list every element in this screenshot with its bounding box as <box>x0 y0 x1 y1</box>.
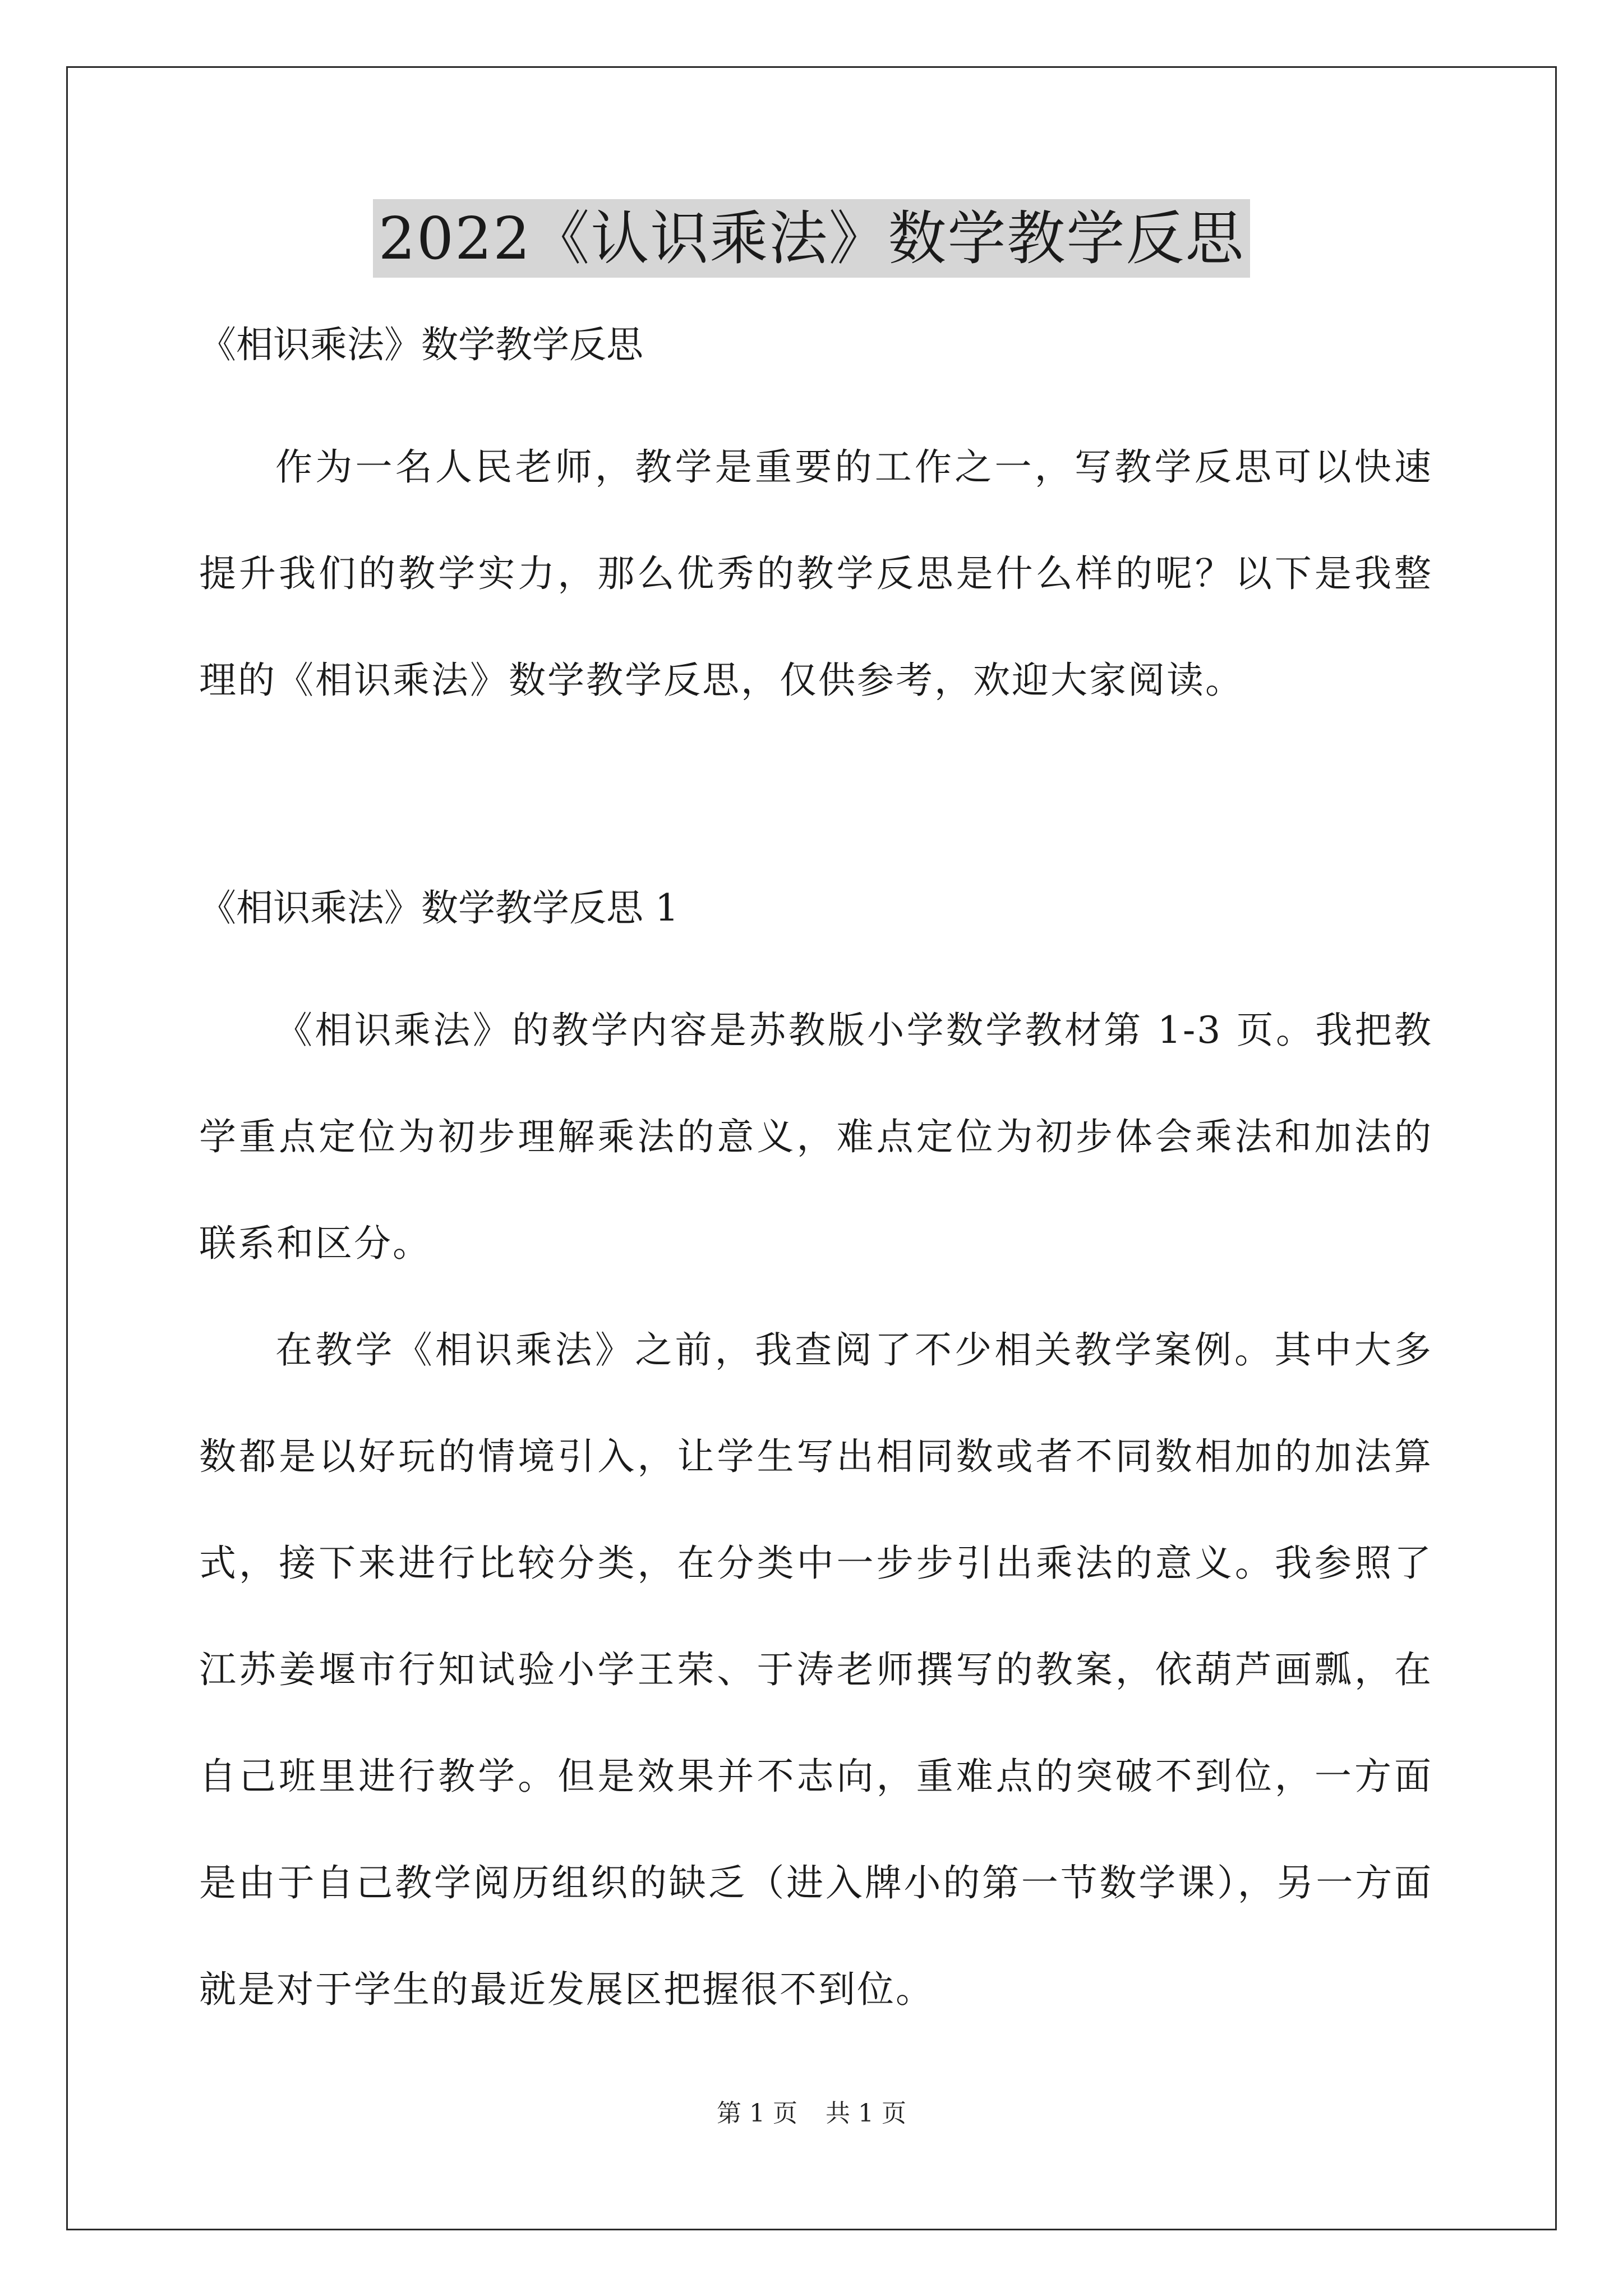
body-paragraph: 在教学《相识乘法》之前，我查阅了不少相关教学案例。其中大多数都是以好玩的情境引入，让学生写出相同数或者不同数相加的加法算式，接下来进行比较分类，在分类中一步步引出乘法的意义。我参照了江苏姜堰市行知试验小学王荣、于涛老师撰写的教案，依葫芦画瓢，在自己班里进行教学。但是效果并不志向，重难点的突破不到位，一方面是由于自己教学阅历组织的缺乏（进入牌小的第一节数学课），另一方面就是对于学生的最近发展区把握很不到位。 <box>199 1328 1433 2011</box>
document-title: 2022《认识乘法》数学教学反思 <box>373 199 1251 278</box>
spacer <box>199 939 1433 977</box>
document-body <box>199 314 1433 2043</box>
intro-paragraph: 作为一名人民老师，教学是重要的工作之一，写教学反思可以快速提升我们的教学实力，那么优秀的教学反思是什么样的呢？以下是我整理的《相识乘法》数学教学反思，仅供参考，欢迎大家阅读。 <box>199 445 1433 702</box>
body-paragraph: 《相识乘法》的教学内容是苏教版小学数学教材第 1-3 页。我把教学重点定位为初步理解乘法的意义，难点定位为初步体会乘法和加法的联系和区分。 <box>199 1009 1433 1265</box>
spacer <box>199 376 1433 414</box>
title-container <box>0 199 1623 278</box>
document-subtitle: 《相识乘法》数学教学反思 <box>199 323 643 366</box>
page-footer <box>0 2097 1623 2131</box>
section-heading: 《相识乘法》数学教学反思 1 <box>199 886 679 930</box>
page-number: 第 1 页 <box>717 2099 797 2128</box>
spacer <box>199 734 1433 877</box>
page-total: 共 1 页 <box>826 2099 906 2128</box>
